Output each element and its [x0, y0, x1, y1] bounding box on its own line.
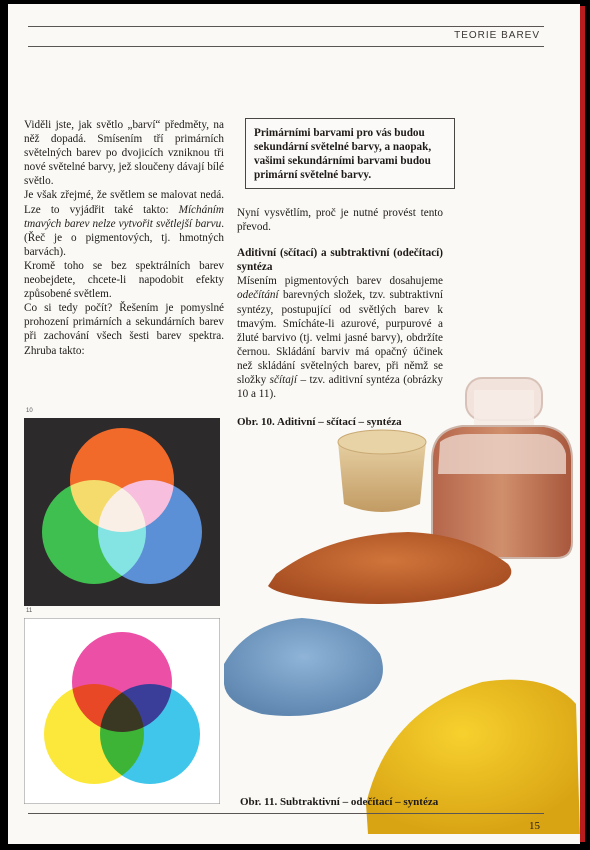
header-rule-bottom: [28, 46, 544, 47]
figure-11-number: 11: [26, 608, 33, 614]
subtractive-color-diagram: [24, 618, 220, 804]
figure-10-number: 10: [26, 408, 33, 414]
running-header: TEORIE BAREV: [454, 30, 540, 41]
pigment-photo: [218, 364, 580, 834]
figure-11-caption: Obr. 11. Subtraktivní – odečítací – syntéza: [240, 796, 439, 808]
paragraph: Je však zřejmé, že světlem se malovat nedá. Lze to vyjádřit také takto: Mícháním tmavých barev nelze vytvořit světlejší barvu. (Řeč je o pigmentových, tj. hmotných barvách).: [24, 189, 224, 258]
paragraph: Co si tedy počít? Řešením je pomyslné prohození primárních a sekundárních barev při zachování všech šesti barev spektra. Zhruba takto:: [24, 302, 224, 357]
header-rule-top: [28, 26, 544, 27]
blue-light-circle: [98, 480, 202, 584]
left-text-column: [24, 118, 224, 358]
blue-pigment-pile: [224, 618, 383, 716]
glass-jar: [432, 378, 572, 558]
body-paragraph: Mísením pigmentových barev dosahujeme odečítání barevných složek, tzv. subtraktivní syntézy, postupující od světlých barev k tmavým. Smícháte-li azurové, purpurové a žluté barvivo (tj. velmi jasné barvy), obdržíte černou. Skládání barviv má opačný účinek než skládání světelných barev, při němž se složky sčítají – tzv. aditivní syntéza (obrázky 10 a 11).: [237, 275, 443, 401]
paragraph: Viděli jste, jak světlo „barví“ předměty, na něž dopadá. Smísením tří primárních světelných barev po dvojicích vzniknou tři nové světelné barvy, jež sloučeny dávají bílé světlo.: [24, 119, 224, 188]
cork-stopper: [338, 430, 426, 512]
page-number: 15: [529, 820, 540, 832]
callout-box: Primárními barvami pro vás budou sekundární světelné barvy, a naopak, vašimi sekundárními barvami budou primární světelné barvy.: [245, 118, 455, 189]
yellow-pigment-pile: [366, 680, 580, 834]
book-page: [8, 4, 580, 844]
book-edge-strip: [580, 6, 585, 842]
cyan-pigment-circle: [100, 684, 200, 784]
paragraph: Kromě toho se bez spektrálních barev neobejdete, chcete-li napodobit efekty způsobené světlem.: [24, 259, 224, 301]
additive-color-diagram: [24, 418, 220, 606]
section-heading: Aditivní (sčítací) a subtraktivní (odečítací) syntéza: [237, 247, 443, 274]
intro-paragraph: Nyní vysvětlím, proč je nutné provést tento převod.: [237, 207, 443, 234]
figure-10-caption: Obr. 10. Aditivní – sčítací – syntéza: [237, 416, 402, 428]
footer-rule: [28, 813, 544, 814]
